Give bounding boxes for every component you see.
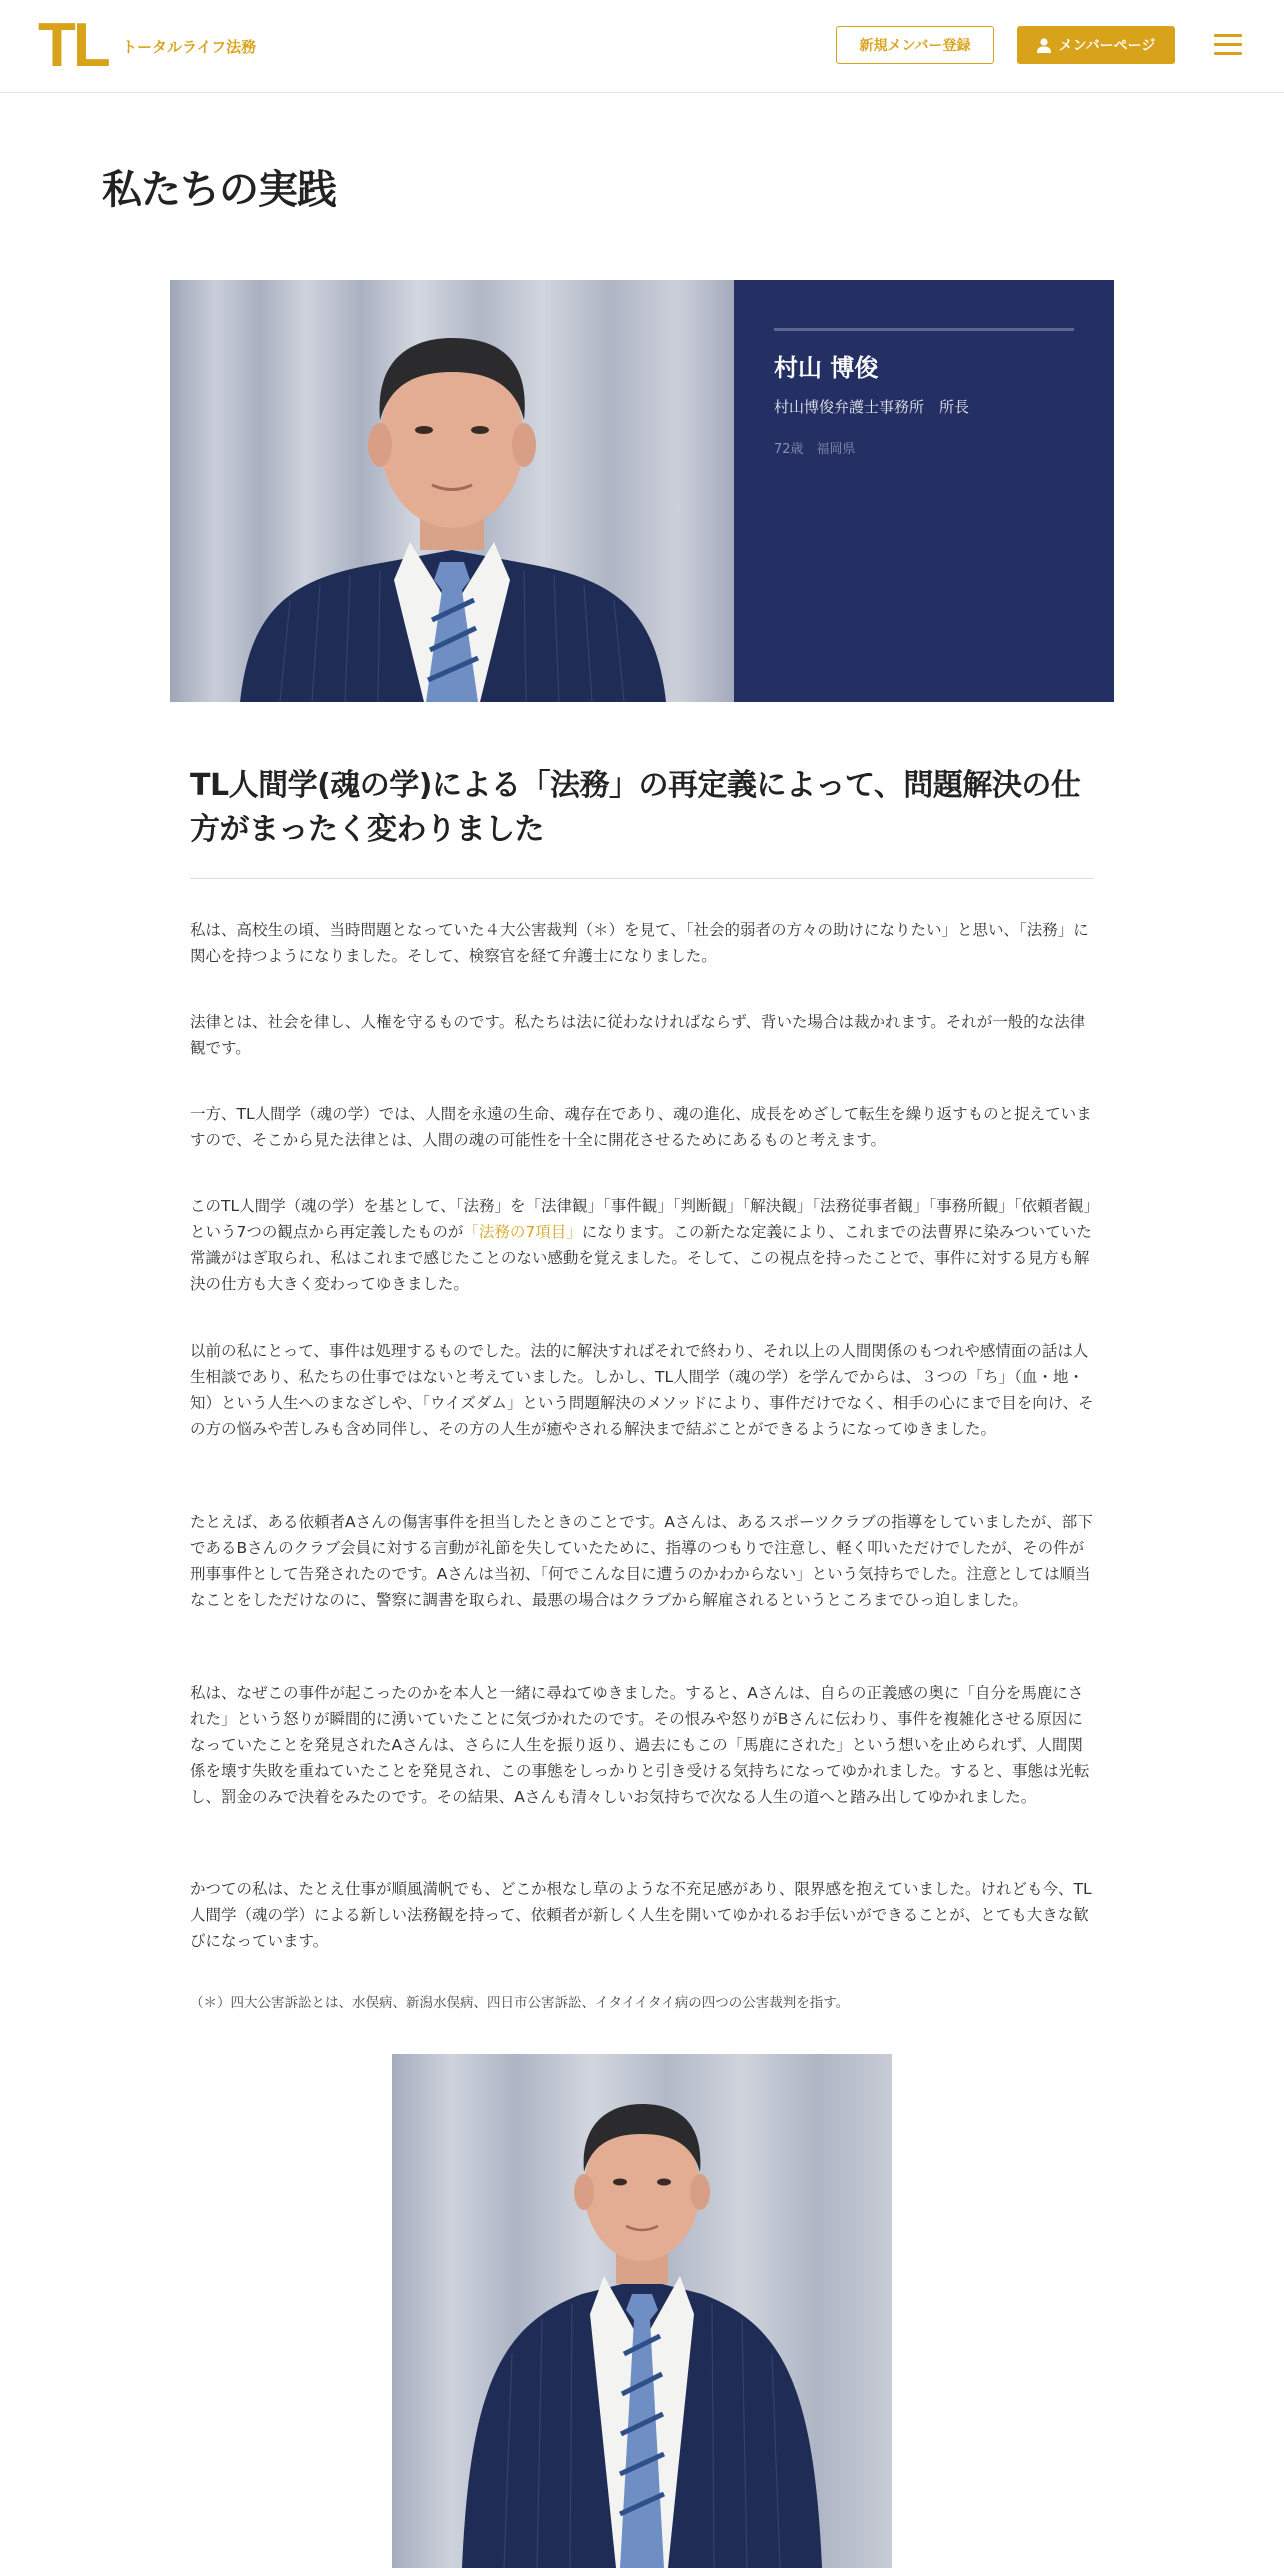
article-paragraph: 以前の私にとって、事件は処理するものでした。法的に解決すればそれで終わり、それ以上の人間関係のもつれや感情面の話は人生相談であり、私たちの仕事ではないと考えていました。しかし、TL人間学（魂の学）を学んでからは、３つの「ち」（血・地・知）という人生へのまなざしや、「ウイズダム」という問題解決のメソッドにより、事件だけでなく、相手の心にまで目を向け、その方の悩みや苦しみも含め同伴し、その方の人生が癒やされる解決まで結ぶことができるようになってゆきました。 bbox=[190, 1342, 1094, 1438]
article-paragraph: かつての私は、たとえ仕事が順風満帆でも、どこか根なし草のような不充足感があり、限界感を抱えていました。けれども今、TL人間学（魂の学）による新しい法務観を持って、依頼者が新しく人生を開いてゆかれるお手伝いができることが、とても大きな歓びになっています。 bbox=[190, 1880, 1092, 1950]
article-paragraph: たとえば、ある依頼者Aさんの傷害事件を担当したときのことです。Aさんは、あるスポーツクラブの指導をしていましたが、部下であるBさんのクラブ会員に対する言動が礼節を失していたために、指導のつもりで注意し、軽く叩いただけでしたが、その件が刑事事件として告発されたのです。Aさんは当初、「何でこんな目に遭うのかわからない」という気持ちでした。注意としては順当なことをしただけなのに、警察に調書を取られ、最悪の場合はクラブから解雇されるというところまでひっ迫しました。 bbox=[190, 1513, 1093, 1609]
page-title: 私たちの実践 bbox=[102, 167, 336, 213]
profile-photo bbox=[170, 280, 734, 702]
footnote: （＊）四大公害訴訟とは、水俣病、新潟水俣病、四日市公害訴訟、イタイイタイ病の四つの公害裁判を指す。 bbox=[190, 1995, 850, 2011]
site-header bbox=[0, 0, 1284, 93]
article-heading: TL人間学(魂の学)による「法務」の再定義によって、問題解決の仕方がまったく変わりました bbox=[190, 768, 1081, 847]
logo-name[interactable]: トータルライフ法務 bbox=[122, 38, 257, 56]
logo-mark[interactable]: TL bbox=[38, 11, 108, 80]
article-divider bbox=[190, 878, 1094, 879]
profile-info bbox=[734, 280, 1114, 702]
profile-meta: 72歳 福岡県 bbox=[774, 442, 856, 457]
menu-icon[interactable] bbox=[1214, 34, 1242, 56]
article-paragraph bbox=[190, 1193, 1094, 1297]
profile-office: 村山博俊弁護士事務所 所長 bbox=[774, 398, 970, 416]
seven-items-link[interactable]: 「法務の7項目」 bbox=[463, 1223, 582, 1241]
article-paragraph: 私は、高校生の頃、当時問題となっていた４大公害裁判（＊）を見て、「社会的弱者の方々の助けになりたい」と思い、「法務」に関心を持つようになりました。そして、検察官を経て弁護士になりました。 bbox=[190, 921, 1089, 965]
article-paragraph: 私は、なぜこの事件が起こったのかを本人と一緒に尋ねてゆきました。すると、Aさんは、自らの正義感の奥に「自分を馬鹿にされた」という怒りが瞬間的に湧いていたことに気づかれたのです。その恨みや怒りがBさんに伝わり、事件を複雑化させる原因になっていたことを発見されたAさんは、さらに人生を振り返り、過去にもこの「馬鹿にされた」という想いを止められず、人間関係を壊す失敗を重ねていたことを発見され、この事態をしっかりと引き受ける気持ちになってゆかれました。すると、事態は光転し、罰金のみで決着をみたのです。その結果、Aさんも清々しいお気持ちで次なる人生の道へと踏み出してゆかれました。 bbox=[190, 1684, 1090, 1806]
register-button[interactable]: 新規メンバー登録 bbox=[836, 26, 994, 64]
member-page-label: メンバーページ bbox=[1058, 38, 1156, 54]
profile-name: 村山 博俊 bbox=[774, 354, 879, 382]
article-paragraph: 法律とは、社会を律し、人権を守るものです。私たちは法に従わなければならず、背いた場合は裁かれます。それが一般的な法律観です。 bbox=[190, 1013, 1086, 1057]
article-paragraph: 一方、TL人間学（魂の学）では、人間を永遠の生命、魂存在であり、魂の進化、成長をめざして転生を繰り返すものと捉えていますので、そこから見た法律とは、人間の魂の可能性を十全に開花させるためにあるものと考えます。 bbox=[190, 1105, 1092, 1149]
paragraph-text: このTL人間学（魂の学）を基として、「法務」を「法律観」「事件観」「判断観」「解決観」「法務従事者観」「事務所観」「依頼者観」という7つの観点から再定義したものが bbox=[190, 1197, 1092, 1241]
portrait-photo bbox=[392, 2054, 892, 2568]
member-page-button[interactable] bbox=[1017, 26, 1175, 64]
user-icon bbox=[1037, 38, 1051, 53]
profile-divider bbox=[774, 328, 1074, 331]
paragraph-text: になります。この新たな定義により、これまでの法曹界に染みついていた常識がはぎ取られ、私はこれまで感じたことのない感動を覚えました。そして、この視点を持ったことで、事件に対する見方も解決の仕方も大きく変わってゆきました。 bbox=[190, 1223, 1092, 1293]
